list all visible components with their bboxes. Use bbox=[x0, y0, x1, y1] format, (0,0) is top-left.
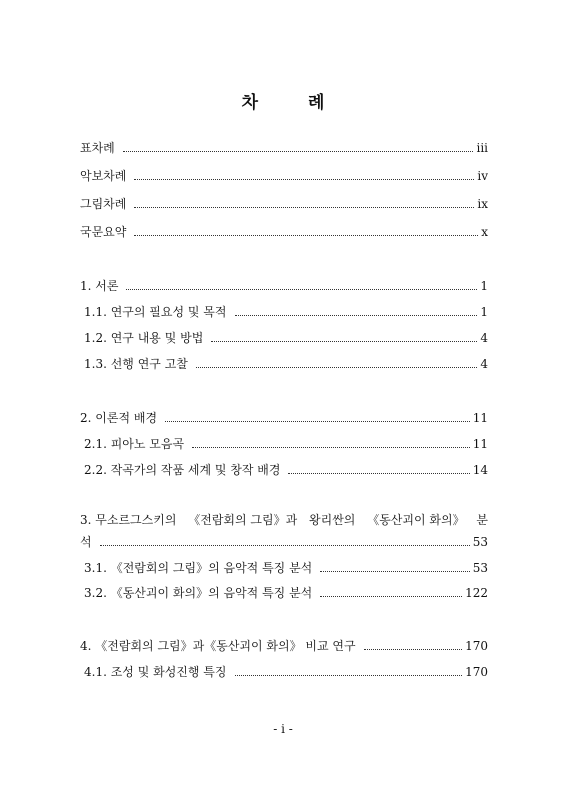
toc-entry-chapter-2[interactable] bbox=[80, 408, 488, 426]
toc-leader-dots bbox=[320, 595, 462, 597]
toc-entry-section-2-1[interactable] bbox=[84, 434, 488, 452]
toc-page-number: iii bbox=[476, 141, 488, 155]
toc-leader-dots bbox=[364, 648, 463, 650]
toc-label: 2.2. 작곡가의 작품 세계 및 창작 배경 bbox=[84, 463, 281, 477]
toc-leader-dots bbox=[134, 178, 474, 180]
toc-page-number: 14 bbox=[472, 463, 488, 477]
toc-entry-front-2[interactable] bbox=[80, 166, 488, 184]
toc-label: 4. 《전람회의 그림》과《동산괴이 화의》 비교 연구 bbox=[80, 639, 356, 653]
toc-label: 1.2. 연구 내용 및 방법 bbox=[84, 331, 204, 345]
toc-label-part: 《동산괴이 화의》 bbox=[367, 513, 465, 527]
toc-leader-dots bbox=[123, 150, 474, 152]
toc-label: 2.1. 피아노 모음곡 bbox=[84, 437, 185, 451]
toc-page-number: 1 bbox=[480, 305, 488, 319]
toc-label: 그림차례 bbox=[80, 197, 127, 211]
toc-entry-chapter-3-line2[interactable] bbox=[80, 532, 488, 550]
toc-page-number: 170 bbox=[465, 639, 488, 653]
toc-leader-dots bbox=[235, 674, 463, 676]
toc-leader-dots bbox=[288, 472, 469, 474]
toc-label: 1. 서론 bbox=[80, 279, 119, 293]
toc-entry-section-3-2[interactable] bbox=[84, 583, 488, 601]
toc-label: 악보차례 bbox=[80, 169, 127, 183]
toc-leader-dots bbox=[126, 288, 477, 290]
toc-page-number: 11 bbox=[472, 437, 488, 451]
page-number-footer: - i - bbox=[273, 722, 293, 736]
toc-entry-section-4-1[interactable] bbox=[84, 662, 488, 680]
toc-entry-section-1-3[interactable] bbox=[84, 354, 488, 372]
toc-entry-chapter-4[interactable] bbox=[80, 636, 488, 654]
toc-leader-dots bbox=[320, 570, 469, 572]
toc-label-part: 《전람회의 그림》과 bbox=[188, 513, 298, 527]
toc-leader-dots bbox=[211, 340, 477, 342]
toc-page-number: 122 bbox=[465, 586, 488, 600]
toc-page-number: 4 bbox=[480, 357, 488, 371]
toc-leader-dots bbox=[165, 420, 470, 422]
toc-page-number: 11 bbox=[472, 411, 488, 425]
toc-leader-dots bbox=[134, 234, 478, 236]
toc-page-number: ix bbox=[477, 197, 488, 211]
toc-leader-dots bbox=[134, 206, 474, 208]
toc-label: 1.3. 선행 연구 고찰 bbox=[84, 357, 188, 371]
toc-entry-section-2-2[interactable] bbox=[84, 460, 488, 478]
toc-label: 3.1. 《전람회의 그림》의 음악적 특징 분석 bbox=[84, 561, 313, 575]
toc-page-number: 4 bbox=[480, 331, 488, 345]
toc-entry-chapter-1[interactable] bbox=[80, 276, 488, 294]
toc-entry-section-1-2[interactable] bbox=[84, 328, 488, 346]
toc-entry-section-3-1[interactable] bbox=[84, 558, 488, 576]
toc-label: 2. 이론적 배경 bbox=[80, 411, 158, 425]
toc-label: 1.1. 연구의 필요성 및 목적 bbox=[84, 305, 227, 319]
toc-entry-front-1[interactable] bbox=[80, 138, 488, 156]
toc-leader-dots bbox=[196, 366, 477, 368]
toc-label-part: 분 bbox=[476, 513, 488, 527]
toc-leader-dots bbox=[192, 446, 470, 448]
toc-label: 석 bbox=[80, 535, 92, 549]
toc-page-number: 53 bbox=[472, 561, 488, 575]
toc-entry-chapter-3-line1[interactable] bbox=[80, 512, 488, 528]
toc-page-number: 170 bbox=[465, 665, 488, 679]
toc-page-number: 53 bbox=[472, 535, 488, 549]
toc-page-number: iv bbox=[477, 169, 488, 183]
toc-entry-front-4[interactable] bbox=[80, 222, 488, 240]
toc-entry-front-3[interactable] bbox=[80, 194, 488, 212]
toc-label: 4.1. 조성 및 화성진행 특징 bbox=[84, 665, 227, 679]
page-title: 차 례 bbox=[241, 93, 347, 113]
toc-label-part: 3. 무소르그스키의 bbox=[80, 513, 177, 527]
toc-label-part: 왕리싼의 bbox=[309, 513, 356, 527]
toc-leader-dots bbox=[235, 314, 478, 316]
toc-label: 3.2. 《동산괴이 화의》의 음악적 특징 분석 bbox=[84, 586, 313, 600]
toc-leader-dots bbox=[100, 544, 470, 546]
toc-page-number: 1 bbox=[480, 279, 488, 293]
toc-page-number: x bbox=[481, 225, 488, 239]
toc-label: 표차례 bbox=[80, 141, 115, 155]
toc-label: 국문요약 bbox=[80, 225, 127, 239]
toc-entry-section-1-1[interactable] bbox=[84, 302, 488, 320]
